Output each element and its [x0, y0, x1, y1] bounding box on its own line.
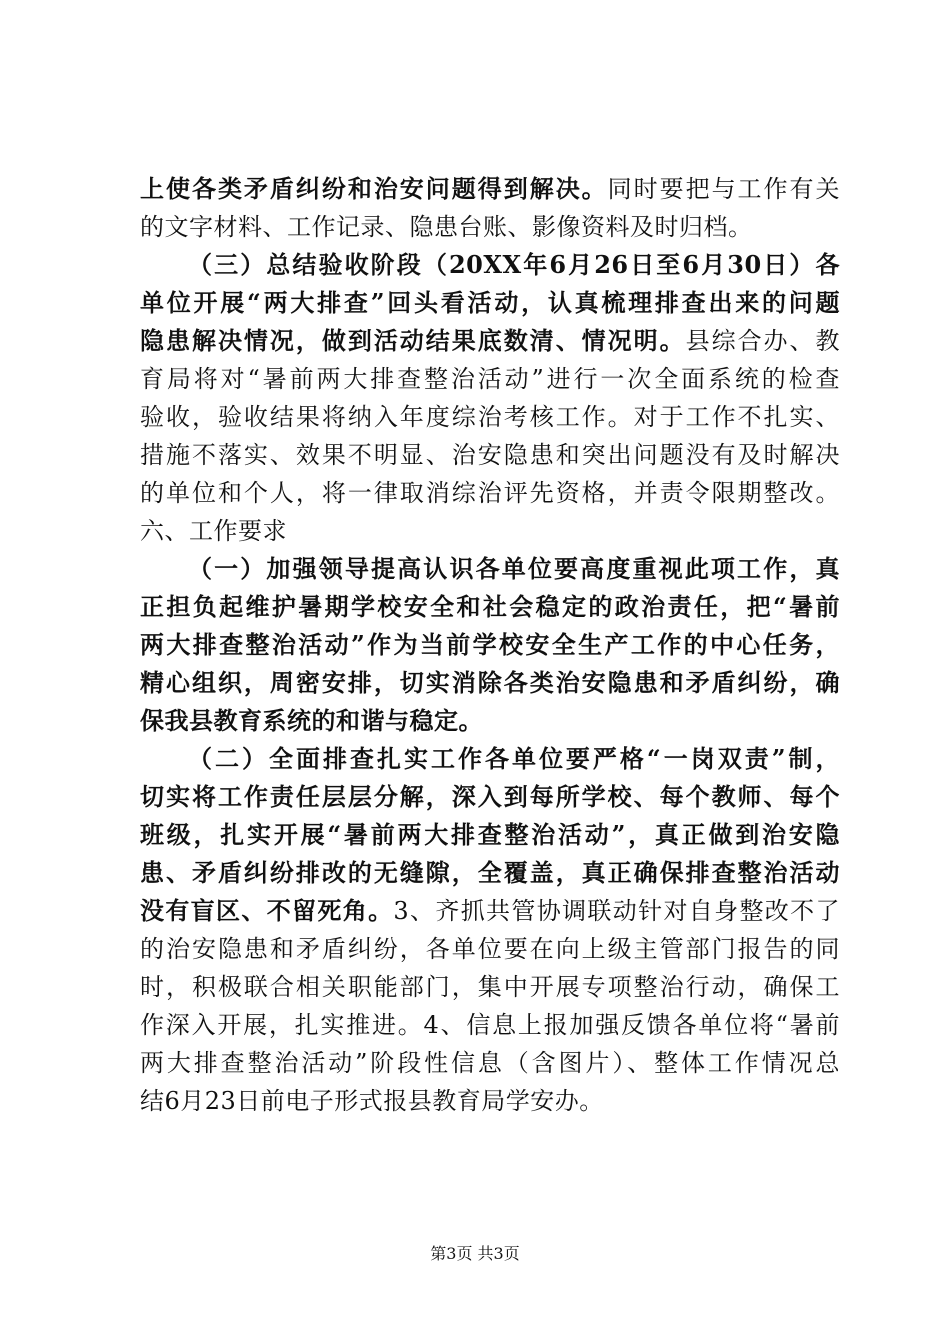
- bold-text-segment: 两大排查整治活动”作为当前学校安全生产工作的中心任务，: [140, 630, 840, 659]
- text-line: [140, 322, 840, 360]
- text-line: [140, 436, 840, 474]
- text-segment: 同时要把与工作有关: [607, 175, 841, 203]
- text-line: [140, 550, 840, 588]
- bold-text-segment: 保我县教育系统的和谐与稳定。: [140, 706, 483, 735]
- text-segment: 时，积极联合相关职能部门，集中开展专项整治行动，确保工: [140, 973, 840, 1001]
- text-segment: 措施不落实、效果不明显、治安隐患和突出问题没有及时解决: [140, 441, 840, 469]
- text-segment: 两大排查整治活动”阶段性信息（含图片）、整体工作情况总: [140, 1049, 840, 1077]
- text-line: [140, 778, 840, 816]
- text-line: [140, 1006, 840, 1044]
- text-line: [140, 246, 840, 284]
- bold-text-segment: （三）总结验收阶段（20XX年6月26日至6月30日）各: [188, 250, 840, 279]
- text-line: [140, 664, 840, 702]
- text-segment: 结6月23日前电子形式报县教育局学安办。: [140, 1087, 604, 1115]
- text-line: [140, 740, 840, 778]
- text-line: [140, 930, 840, 968]
- text-line: [140, 512, 840, 550]
- text-segment: 作深入开展，扎实推进。4、信息上报加强反馈各单位将“暑前: [140, 1011, 840, 1039]
- bold-text-segment: 精心组织，周密安排，切实消除各类治安隐患和矛盾纠纷，确: [140, 668, 840, 697]
- bold-text-segment: 切实将工作责任层层分解，深入到每所学校、每个教师、每个: [140, 782, 840, 811]
- document-body: [140, 170, 840, 1120]
- text-line: [140, 398, 840, 436]
- text-line: [140, 284, 840, 322]
- bold-text-segment: （一）加强领导提高认识各单位要高度重视此项工作，真: [188, 554, 840, 583]
- text-line: [140, 1044, 840, 1082]
- text-line: [140, 474, 840, 512]
- page-footer: 第3页 共3页: [430, 1244, 520, 1263]
- text-line: [140, 892, 840, 930]
- text-line: [140, 854, 840, 892]
- text-segment: 六、工作要求: [140, 517, 287, 545]
- bold-text-segment: 上使各类矛盾纠纷和治安问题得到解决。: [140, 174, 608, 203]
- text-segment: 验收，验收结果将纳入年度综治考核工作。对于工作不扎实、: [140, 403, 840, 431]
- text-segment: 的单位和个人，将一律取消综治评先资格，并责令限期整改。: [140, 479, 840, 507]
- text-segment: 育局将对“暑前两大排查整治活动”进行一次全面系统的检查: [140, 365, 840, 393]
- text-line: [140, 588, 840, 626]
- text-line: [140, 1082, 840, 1120]
- bold-text-segment: 患、矛盾纠纷排改的无缝隙，全覆盖，真正确保排查整治活动: [140, 858, 840, 887]
- bold-text-segment: （二）全面排查扎实工作各单位要严格“一岗双责”制，: [188, 744, 840, 773]
- text-line: [140, 702, 840, 740]
- bold-text-segment: 正担负起维护暑期学校安全和社会稳定的政治责任，把“暑前: [140, 592, 840, 621]
- text-line: [140, 208, 840, 246]
- bold-text-segment: 隐患解决情况，做到活动结果底数清、情况明。: [140, 326, 686, 355]
- text-line: [140, 626, 840, 664]
- text-segment: 的治安隐患和矛盾纠纷，各单位要在向上级主管部门报告的同: [140, 935, 840, 963]
- text-line: [140, 360, 840, 398]
- text-line: [140, 170, 840, 208]
- bold-text-segment: 班级，扎实开展“暑前两大排查整治活动”，真正做到治安隐: [140, 820, 840, 849]
- bold-text-segment: 单位开展“两大排查”回头看活动，认真梳理排查出来的问题: [140, 288, 840, 317]
- bold-text-segment: 没有盲区、不留死角。: [140, 896, 394, 925]
- text-line: [140, 816, 840, 854]
- text-segment: 3、齐抓共管协调联动针对自身整改不了: [393, 897, 840, 925]
- text-segment: 的文字材料、工作记录、隐患台账、影像资料及时归档。: [140, 213, 753, 241]
- text-segment: 县综合办、教: [685, 327, 841, 355]
- text-line: [140, 968, 840, 1006]
